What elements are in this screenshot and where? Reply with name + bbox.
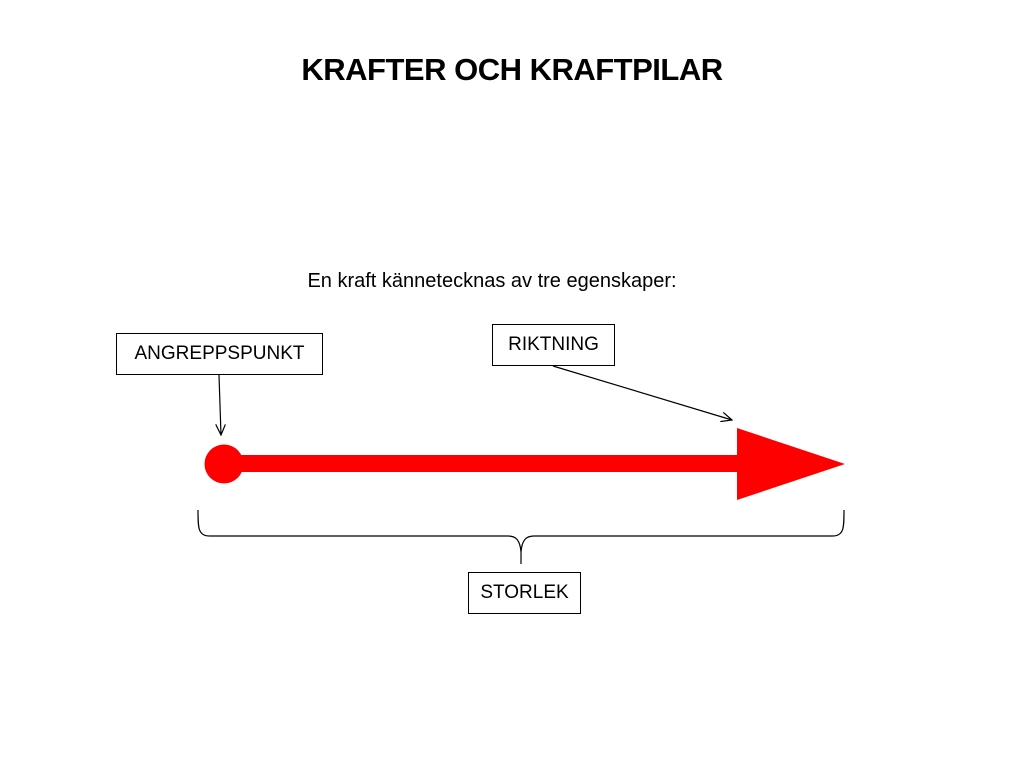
direction-pointer bbox=[553, 366, 732, 420]
point-of-application-dot bbox=[205, 445, 244, 484]
force-arrow-head bbox=[737, 428, 845, 500]
slide-title: KRAFTER OCH KRAFTPILAR bbox=[301, 52, 723, 87]
magnitude-brace bbox=[198, 510, 844, 564]
point-of-application-pointer bbox=[219, 375, 221, 435]
force-arrow-shaft bbox=[224, 455, 740, 472]
force-arrow bbox=[205, 428, 846, 500]
label-direction: RIKTNING bbox=[492, 324, 615, 366]
intro-text: En kraft kännetecknas av tre egenskaper: bbox=[307, 270, 677, 292]
label-magnitude: STORLEK bbox=[468, 572, 581, 614]
label-point-of-application: ANGREPPSPUNKT bbox=[116, 333, 323, 375]
